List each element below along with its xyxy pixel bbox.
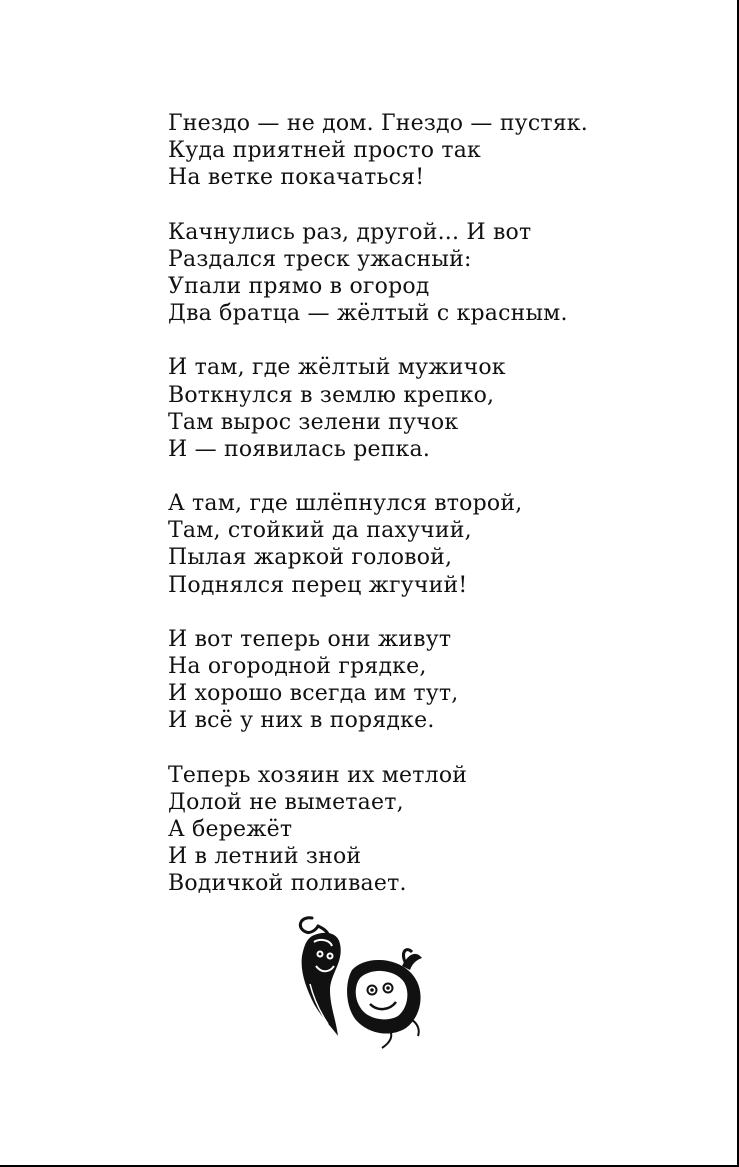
- poem-line: Качнулись раз, другой... И вот: [168, 219, 532, 245]
- poem-line: Там вырос зелени пучок: [168, 409, 459, 435]
- poem-line: Раздался треск ужасный:: [168, 246, 472, 272]
- poem-line: Гнездо — не дом. Гнездо — пустяк.: [168, 111, 588, 136]
- stanza-5: [168, 626, 628, 735]
- stanza-3: [168, 354, 628, 463]
- poem-line: И там, где жёлтый мужичок: [168, 355, 506, 381]
- poem-line: И — появилась репка.: [168, 436, 431, 462]
- poem-line: Два братца — жёлтый с красным.: [168, 301, 568, 327]
- poem-line: Поднялся перец жгучий!: [168, 572, 468, 598]
- poem-line: И в летний зной: [168, 844, 362, 870]
- poem-line: А бережёт: [168, 816, 293, 842]
- poem-line: Упали прямо в огород: [168, 273, 430, 299]
- illustration-svg: [290, 912, 440, 1052]
- poem-line: Пылая жаркой головой,: [168, 545, 453, 571]
- stanza-6: [168, 762, 628, 898]
- poem-line: На ветке покачаться!: [168, 165, 425, 191]
- stanza-4: [168, 490, 628, 599]
- poem-line: Долой не выметает,: [168, 789, 404, 815]
- poem-line: Там, стойкий да пахучий,: [168, 518, 472, 544]
- poem-line: Воткнулся в землю крепко,: [168, 382, 495, 408]
- poem-line: И вот теперь они живут: [168, 626, 452, 652]
- stanza-2: [168, 219, 628, 328]
- poem-line: А там, где шлёпнулся второй,: [168, 491, 523, 517]
- stanza-1: [168, 110, 628, 192]
- vegetables-illustration: [290, 912, 440, 1052]
- poem-line: И всё у них в порядке.: [168, 708, 435, 734]
- poem-line: Теперь хозяин их метлой: [168, 762, 468, 788]
- poem-line: На огородной грядке,: [168, 654, 427, 679]
- poem-line: Куда приятней просто так: [168, 138, 481, 164]
- poem-line: Водичкой поливает.: [168, 871, 407, 897]
- pepper-icon: [300, 918, 340, 1036]
- poem-line: И хорошо всегда им тут,: [168, 681, 459, 707]
- poem: [168, 110, 628, 925]
- turnip-icon: [347, 950, 422, 1048]
